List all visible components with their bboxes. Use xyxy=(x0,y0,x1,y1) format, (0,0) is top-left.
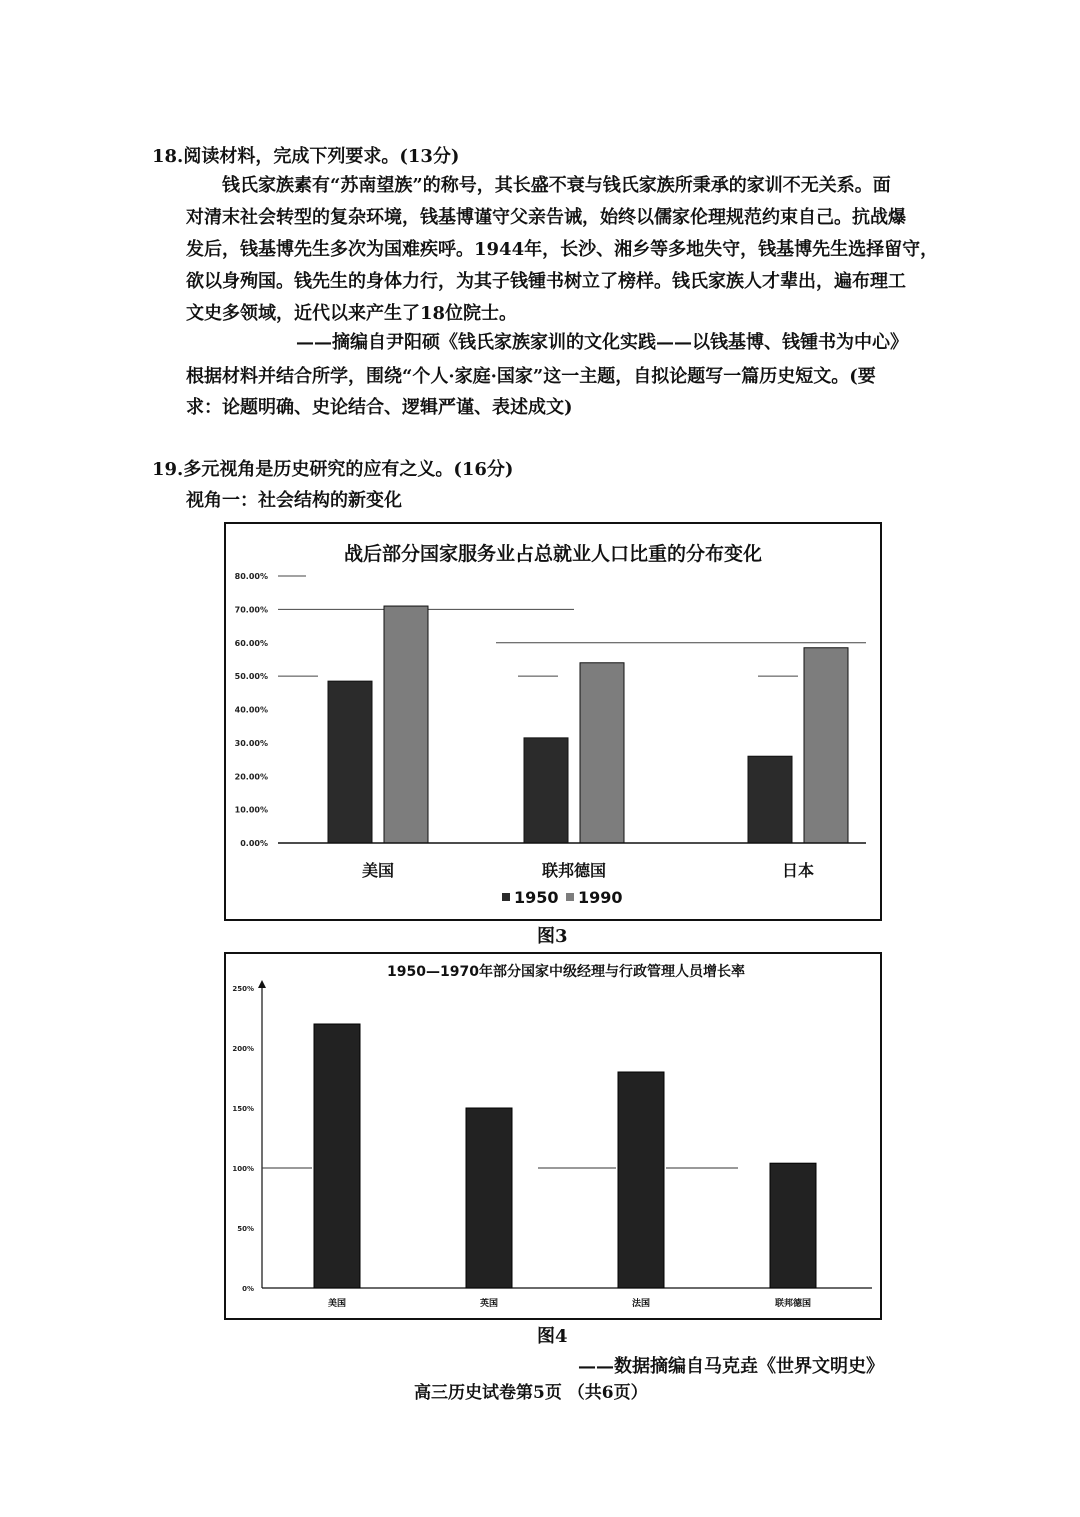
chart4-bar xyxy=(770,1163,816,1288)
legend-1950-swatch xyxy=(502,893,510,901)
chart4-y-tick: 250% xyxy=(232,985,254,993)
chart3-y-tick: 80.00% xyxy=(234,572,268,581)
figure-4-svg xyxy=(226,954,880,1318)
material-line-4: 欲以身殉国。钱先生的身体力行，为其子钱锺书树立了榜样。钱氏家族人才辈出，遍布理工 xyxy=(186,271,906,292)
data-source: ——数据摘编自马克垚《世界文明史》 xyxy=(578,1356,884,1377)
chart3-x-label: 日本 xyxy=(781,861,815,880)
figure-4-chart xyxy=(224,952,882,1320)
chart4-y-tick: 0% xyxy=(242,1285,254,1293)
chart3-bar-1990 xyxy=(580,663,624,843)
chart3-legend xyxy=(502,888,623,907)
material-line-1: 钱氏家族素有“苏南望族”的称号，其长盛不衰与钱氏家族所秉承的家训不无关系。面 xyxy=(222,175,891,196)
question-18-title: 18.阅读材料，完成下列要求。(13分) xyxy=(152,146,460,167)
chart4-bar xyxy=(314,1024,360,1288)
chart4-title: 1950—1970年部分国家中级经理与行政管理人员增长率 xyxy=(387,964,745,980)
chart3-bar-1950 xyxy=(748,756,792,843)
chart3-y-tick: 70.00% xyxy=(234,605,268,615)
chart3-bar-1950 xyxy=(524,738,568,843)
question-19-title: 19.多元视角是历史研究的应有之义。(16分) xyxy=(152,459,514,480)
chart3-y-tick: 40.00% xyxy=(234,705,268,715)
chart4-x-label: 法国 xyxy=(631,1299,651,1309)
chart4-y-tick: 150% xyxy=(232,1105,254,1113)
chart3-bar-1990 xyxy=(384,606,428,843)
chart3-title: 战后部分国家服务业占总就业人口比重的分布变化 xyxy=(343,543,763,565)
legend-1990-swatch xyxy=(566,893,574,901)
chart4-y-tick: 100% xyxy=(232,1165,254,1173)
chart3-bar-1950 xyxy=(328,681,372,843)
material-line-3: 发后，钱基博先生多次为国难疾呼。1944年，长沙、湘乡等多地失守，钱基博先生选择留守， xyxy=(186,239,939,260)
task-line-1: 根据材料并结合所学，围绕“个人·家庭·国家”这一主题，自拟论题写一篇历史短文。(要 xyxy=(186,366,876,387)
material-line-2: 对清末社会转型的复杂环境，钱基博谨守父亲告诫，始终以儒家伦理规范约束自己。抗战爆 xyxy=(186,207,906,228)
chart3-y-tick: 50.00% xyxy=(234,672,268,682)
chart3-y-tick: 20.00% xyxy=(234,772,268,782)
chart4-x-label: 英国 xyxy=(479,1299,499,1309)
figure-4-caption: 图4 xyxy=(537,1326,568,1347)
chart4-y-tick: 50% xyxy=(237,1225,254,1233)
chart3-bar-1990 xyxy=(804,648,848,843)
chart3-y-tick: 60.00% xyxy=(234,638,268,648)
chart3-x-label: 美国 xyxy=(361,861,395,880)
page-info: 高三历史试卷第5页 （共6页） xyxy=(414,1383,648,1403)
chart3-y-tick: 10.00% xyxy=(234,805,268,815)
material-line-5: 文史多领域，近代以来产生了18位院士。 xyxy=(186,303,518,324)
chart4-bar xyxy=(466,1108,512,1288)
chart4-y-tick: 200% xyxy=(232,1045,254,1053)
chart4-x-label: 美国 xyxy=(327,1299,347,1309)
question-18-material xyxy=(186,170,976,330)
figure-3-chart xyxy=(224,522,882,921)
figure-3-svg xyxy=(226,524,880,919)
chart4-bar xyxy=(618,1072,664,1288)
task-line-2: 求：论题明确、史论结合、逻辑严谨、表述成文) xyxy=(186,397,573,418)
chart3-y-tick: 0.00% xyxy=(240,839,268,848)
chart3-x-label: 联邦德国 xyxy=(541,861,607,880)
legend-1950-label: 1950 xyxy=(514,888,559,907)
material-source: ——摘编自尹阳硕《钱氏家族家训的文化实践——以钱基博、钱锺书为中心》 xyxy=(296,332,908,353)
perspective-heading: 视角一：社会结构的新变化 xyxy=(186,490,402,511)
chart4-y-arrow xyxy=(258,980,266,988)
chart3-y-tick: 30.00% xyxy=(234,738,268,748)
legend-1990-label: 1990 xyxy=(578,888,623,907)
figure-3-caption: 图3 xyxy=(537,926,568,947)
chart4-x-label: 联邦德国 xyxy=(774,1299,812,1309)
